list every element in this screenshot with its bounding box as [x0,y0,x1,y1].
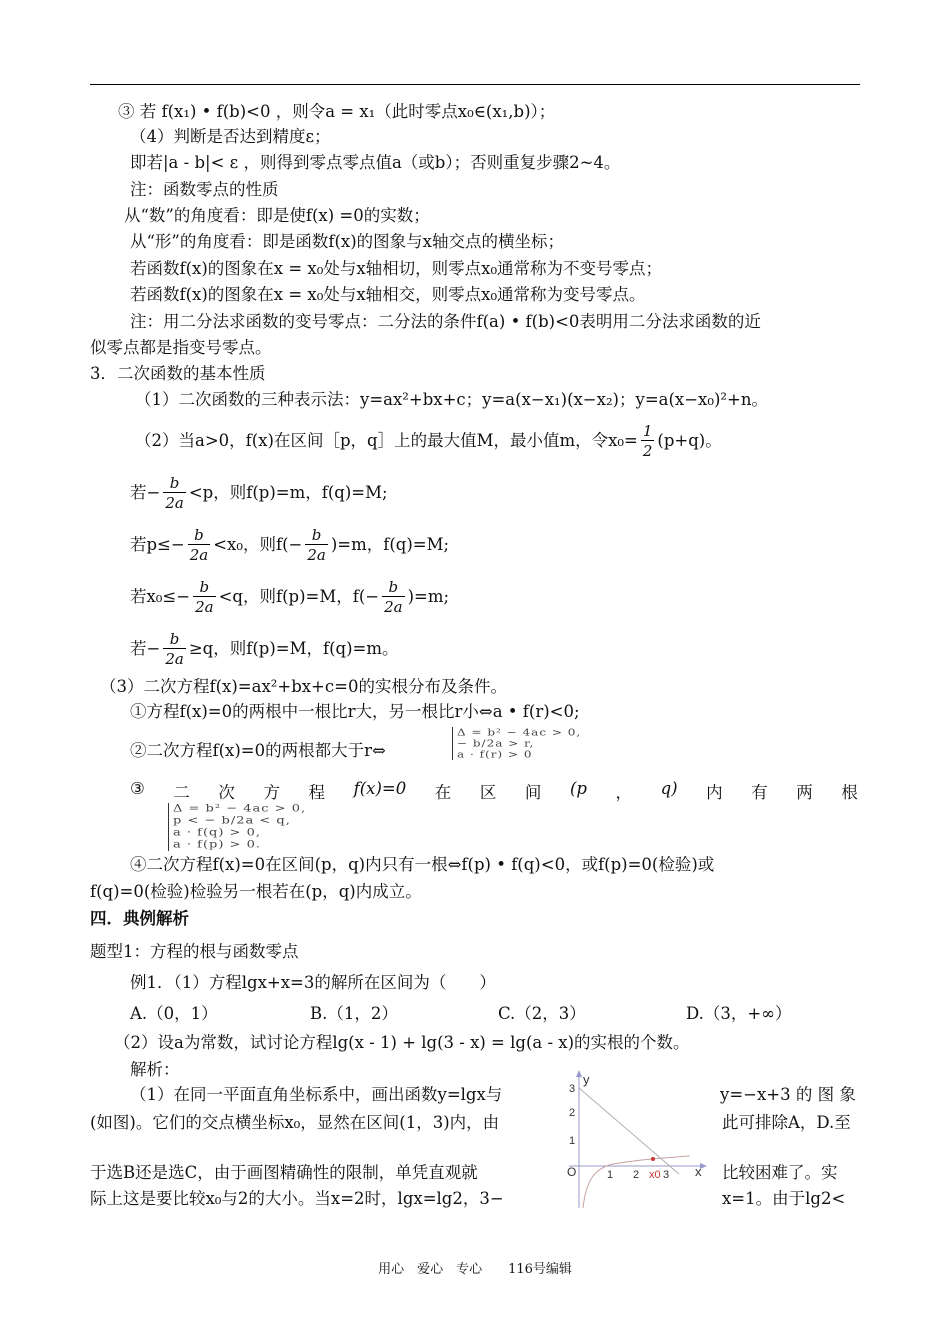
fraction: $\frac{b}{2a}$ [165,474,184,512]
condition-system: Δ = b² − 4ac > 0, p < − b/2a < q, a · f(q) > 0, a · f(p) > 0. [168,803,306,851]
y-axis-label: y [583,1072,590,1087]
fraction: $\frac{1}{2}$ [642,422,653,460]
text-line: 注：用二分法求函数的变号零点：二分法的条件f(a) • f(b)<0表明用二分法求函数的近 [130,312,761,331]
y-tick-label: 3 [569,1083,576,1095]
text-line: 似零点都是指变号零点。 [90,338,272,357]
fraction: $\frac{b}{2a}$ [195,578,214,616]
text-line: 从“数”的角度看：即是使f(x) =0的实数； [124,206,430,225]
text-line: 于选B还是选C，由于画图精确性的限制，单凭直观就 [90,1163,478,1182]
section-heading: 四．典例解析 [90,909,189,928]
x-tick-label: 1 [607,1169,614,1181]
options-row: A.（0，1） B.（1，2） C.（2，3） D.（3，+∞） [130,1004,792,1023]
fraction: $\frac{b}{2a}$ [165,630,184,668]
y-tick-label: 2 [569,1107,576,1119]
text-line: 若− $\frac{b}{2a}$ <p，则f(p)=m，f(q)=M; [130,474,388,512]
text-line: y=−x+3 的 图 象 [720,1085,856,1104]
intersection-point [651,1157,655,1161]
header-rule [90,84,860,85]
text-line: ②二次方程f(x)=0的两根都大于r⇔ [130,741,386,760]
x-axis-label: x [695,1164,702,1179]
x-tick-label: 3 [663,1169,670,1181]
text-line: (如图)。它们的交点横坐标x₀，显然在区间(1，3)内，由 [90,1113,500,1132]
text-line: （2）设a为常数，试讨论方程lg(x - 1) + lg(3 - x) = lg(a - x)的实根的个数。 [114,1033,690,1052]
text-line: 若x₀≤− $\frac{b}{2a}$ <q，则f(p)=M，f(− $\frac{b}{2a}$ )=m; [130,578,450,616]
page-footer: 用心 爱心 专心 116号编辑 [378,1262,572,1277]
text-line: 若函数f(x)的图象在x = x₀处与x轴相切，则零点x₀通常称为不变号零点； [130,259,663,278]
text-line: 际上这是要比较x₀与2的大小。当x=2时，lgx=lg2，3− [90,1189,504,1208]
section-heading: 3．二次函数的基本性质 [90,364,266,383]
curve-y-eq-lgx [583,1156,690,1208]
text-line: （3）二次方程f(x)=ax²+bx+c=0的实根分布及条件。 [100,677,507,696]
text-line: （1）二次函数的三种表示法：y=ax²+bx+c；y=a(x−x₁)(x−x₂)；y=a(x−x₀)²+n。 [135,390,768,409]
text-line: （4）判断是否达到精度ε； [130,127,331,146]
text-line: 解析： [130,1060,180,1079]
text-line: （2）当a>0，f(x)在区间［p，q］上的最大值M，最小值m，令x₀= $\frac{1}{2}$ (p+q)。 [135,422,722,460]
origin-label: O [567,1165,577,1179]
text-line: ④二次方程f(x)=0在区间(p，q)内只有一根⇔f(p) • f(q)<0，或f(p)=0(检验)或 [130,855,715,874]
text-line: 即若|a - b|< ε ，则得到零点零点值a（或b）；否则重复步骤2~4。 [130,153,621,172]
spread-line: ③ 二 次 方 程 f(x)=0 在 区 间 (p ， q) 内 有 两 根 [130,779,858,802]
text-line: 从“形”的角度看：即是函数f(x)的图象与x轴交点的横坐标； [130,232,564,251]
text-line: 题型1：方程的根与函数零点 [90,942,299,961]
fraction: $\frac{b}{2a}$ [307,526,326,564]
text-line: 若函数f(x)的图象在x = x₀处与x轴相交，则零点x₀通常称为变号零点。 [130,285,646,304]
text-line: （1）在同一平面直角坐标系中，画出函数y=lgx与 [130,1085,503,1104]
fraction: $\frac{b}{2a}$ [189,526,209,564]
x0-label: x0 [649,1169,661,1181]
text-line: 例1．（1）方程lgx+x=3的解所在区间为（ ） [130,973,496,992]
text-line: ①方程f(x)=0的两根中一根比r大，另一根比r小⇔a • f(r)<0; [130,702,580,721]
text-line: x=1。由于lg2< [722,1189,846,1208]
text-line: 注：函数零点的性质 [130,180,279,199]
text-line: 若− $\frac{b}{2a}$ ≥q，则f(p)=M，f(q)=m。 [130,630,399,668]
text-line: 若p≤− $\frac{b}{2a}$ <x₀，则f(− $\frac{b}{2a}$ )=m，f(q)=M; [130,526,450,564]
x-tick-label: 2 [633,1169,640,1181]
condition-system: Δ = b² − 4ac > 0, − b/2a > r, a · f(r) > 0 [452,727,581,760]
function-graph [565,1068,713,1218]
text-line: ③ 若 f(x₁) • f(b)<0 ，则令a = x₁（此时零点x₀∈(x₁,b)）； [118,102,556,121]
text-line: f(q)=0(检验)检验另一根若在(p，q)内成立。 [90,882,422,901]
fraction: $\frac{b}{2a}$ [384,578,403,616]
text-line: 比较困难了。实 [722,1163,838,1182]
text-line: 此可排除A，D.至 [722,1113,851,1132]
y-axis-arrow [576,1070,582,1077]
y-tick-label: 1 [569,1135,576,1147]
